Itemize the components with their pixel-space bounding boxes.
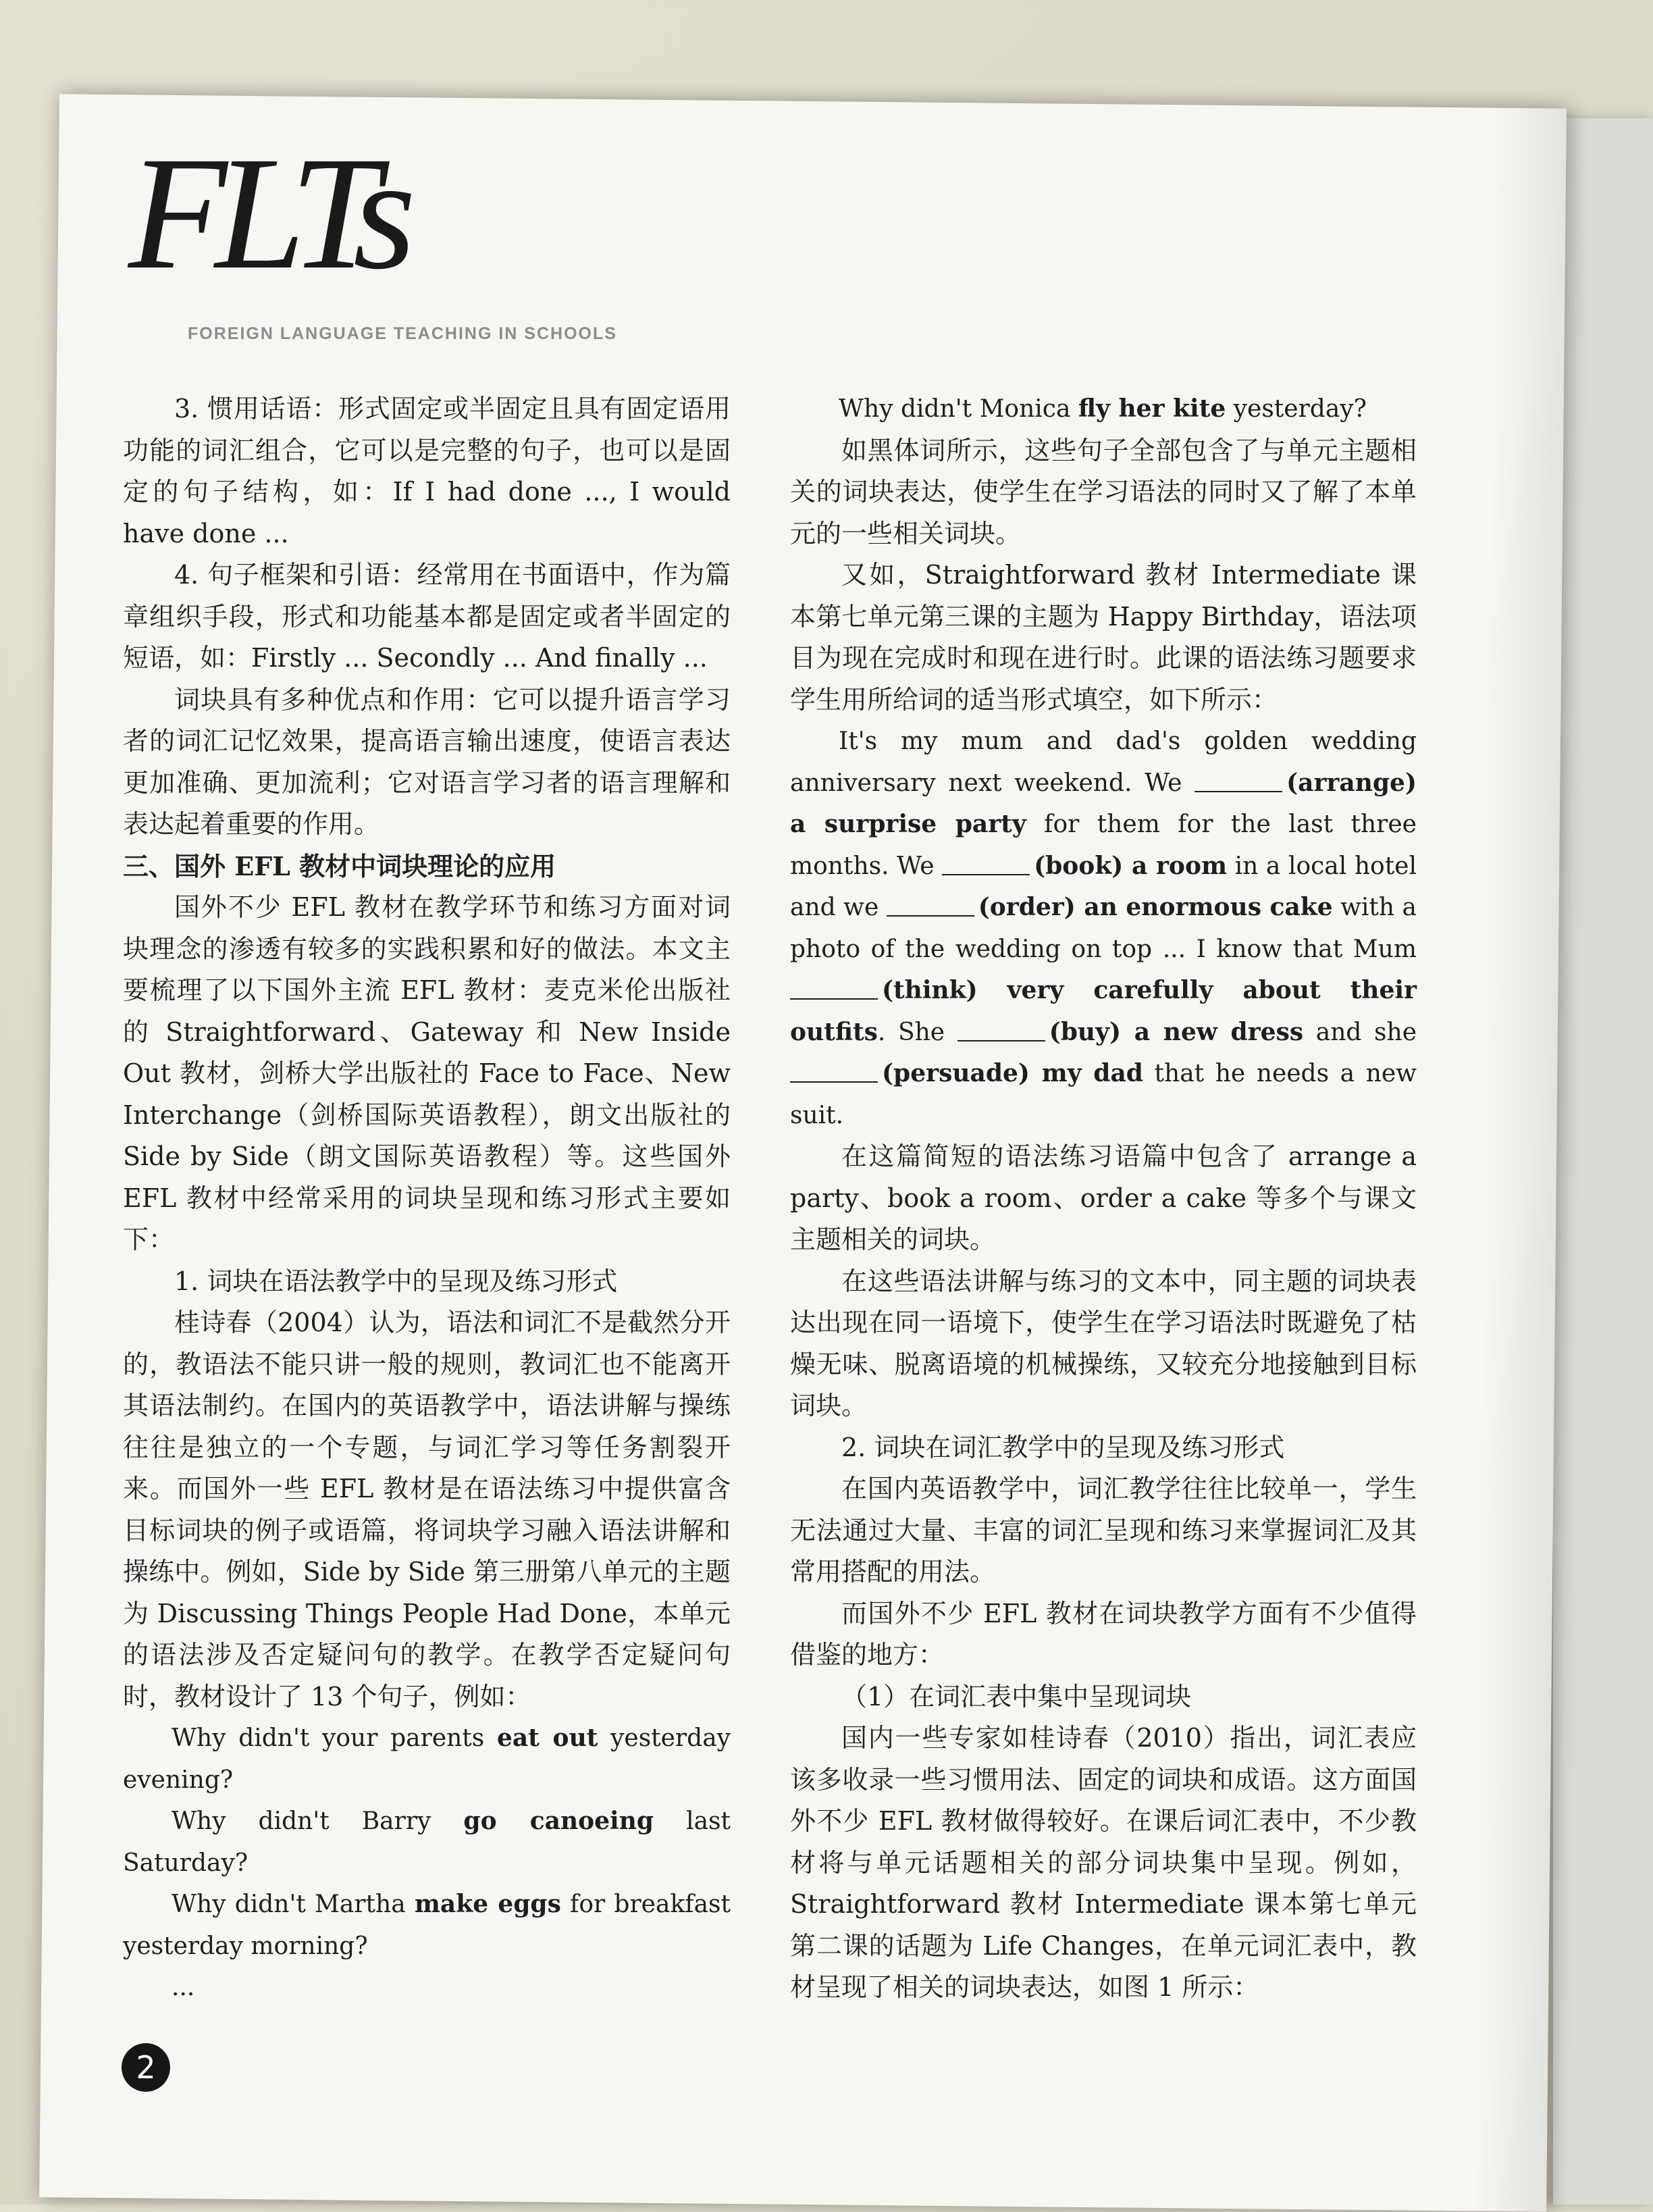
paragraph: 国外不少 EFL 教材在教学环节和练习方面对词块理念的渗透有较多的实践积累和好的做法。本文主要梳理了以下国外主流 EFL 教材：麦克米伦出版社的 Straightforward、Gateway 和 New Inside Out 教材，剑桥大学出版社的 Face to Face、New Interchange（剑桥国际英语教程），朗文出版社的 Side by Side（朗文国际英语教程）等。这些国外 EFL 教材中经常采用的词块呈现和练习形式主要如下： [123, 892, 731, 1254]
paragraph: 国内一些专家如桂诗春（2010）指出，词汇表应该多收录一些习惯用法、固定的词块和成语。这方面国外不少 EFL 教材做得较好。在课后词汇表中，不少教材将与单元话题相关的部分词块集中呈现。例如，Straightforward 教材 Intermediate 课本第七单元第二课的话题为 Life Changes，在单元词汇表中，教材呈现了相关的词块表达，如图 1 所示： [790, 1723, 1417, 2002]
paragraph: 桂诗春（2004）认为，语法和词汇不是截然分开的，教语法不能只讲一般的规则，教词汇也不能离开其语法制约。在国内的英语教学中，语法讲解与操练往往是独立的一个专题，与词汇学习等任务割裂开来。而国外一些 EFL 教材是在语法练习中提供富含目标词块的例子或语篇，将词块学习融入语法讲解和操练中。例如，Side by Side 第三册第八单元的主题为 Discussing Things People Had Done，本单元的语法涉及否定疑问句的教学。在教学否定疑问句时，教材设计了 13 个句子，例如： [123, 1308, 731, 1712]
paragraph: 而国外不少 EFL 教材在词块教学方面有不少值得借鉴的地方： [790, 1598, 1417, 1670]
answer-blank [790, 1060, 878, 1083]
logo-subtitle: FOREIGN LANGUAGE TEACHING IN SCHOOLS [188, 324, 617, 343]
right-column [790, 388, 1417, 2009]
paragraph: 3. 惯用话语：形式固定或半固定且具有固定语用功能的词汇组合，它可以是完整的句子，也可以是固定的句子结构，如：If I had done ..., I would have done ... [123, 394, 731, 548]
answer-blank [942, 852, 1030, 875]
example-sentence: Why didn't Martha make eggs for breakfast yesterday morning? [123, 1890, 731, 1960]
answer-blank [957, 1019, 1045, 1041]
ellipsis: ... [172, 1974, 195, 2001]
example-sentence: Why didn't Barry go canoeing last Saturday? [123, 1807, 731, 1877]
left-column [123, 388, 731, 2009]
next-page-edge [1553, 118, 1653, 2205]
subsection-heading: 2. 词块在词汇教学中的呈现及练习形式 [841, 1432, 1285, 1462]
answer-blank [790, 977, 878, 1000]
page-number: 2 [122, 2043, 170, 2092]
answer-blank [1195, 769, 1282, 792]
section-heading: 三、国外 EFL 教材中词块理论的应用 [123, 850, 556, 881]
paragraph: 又如，Straightforward 教材 Intermediate 课本第七单元第三课的主题为 Happy Birthday，语法项目为现在完成时和现在进行时。此课的语法练习题要求学生用所给词的适当形式填空，如下所示： [790, 560, 1417, 715]
page-shadow [1472, 108, 1567, 2212]
subsection-heading: （1）在词汇表中集中呈现词块 [841, 1681, 1192, 1712]
example-sentence: Why didn't Monica fly her kite yesterday? [839, 394, 1367, 423]
paragraph: 词块具有多种优点和作用：它可以提升语言学习者的词汇记忆效果，提高语言输出速度，使语言表达更加准确、更加流利；它对语言学习者的语言理解和表达起着重要的作用。 [123, 684, 731, 839]
journal-logo [128, 123, 844, 361]
logo-mark: FLTs [128, 123, 404, 303]
paragraph: 在这些语法讲解与练习的文本中，同主题的词块表达出现在同一语境下，使学生在学习语法时既避免了枯燥无味、脱离语境的机械操练，又较充分地接触到目标词块。 [790, 1266, 1417, 1420]
exercise-text: It's my mum and dad's golden wedding anniversary next weekend. We (arrange) a surprise party for them for the last three months. We (book) a room in a local hotel and we (order) an enormous cake with a photo of the wedding on top ... I know that Mum (think) very carefully about their outfits. She (buy) a new dress and she (persuade) my dad that he needs a new suit. [790, 727, 1417, 1129]
answer-blank [887, 894, 974, 917]
paragraph: 4. 句子框架和引语：经常用在书面语中，作为篇章组织手段，形式和功能基本都是固定或者半固定的短语，如：Firstly ... Secondly ... And finally ... [123, 560, 731, 673]
subsection-heading: 1. 词块在语法教学中的呈现及练习形式 [174, 1266, 618, 1296]
paragraph: 如黑体词所示，这些句子全部包含了与单元主题相关的词块表达，使学生在学习语法的同时又了解了本单元的一些相关词块。 [790, 435, 1417, 548]
paragraph: 在这篇简短的语法练习语篇中包含了 arrange a party、book a room、order a cake 等多个与课文主题相关的词块。 [790, 1141, 1417, 1254]
paragraph: 在国内英语教学中，词汇教学往往比较单一，学生无法通过大量、丰富的词汇呈现和练习来掌握词汇及其常用搭配的用法。 [790, 1474, 1417, 1587]
example-sentence: Why didn't your parents eat out yesterday evening? [123, 1724, 731, 1794]
